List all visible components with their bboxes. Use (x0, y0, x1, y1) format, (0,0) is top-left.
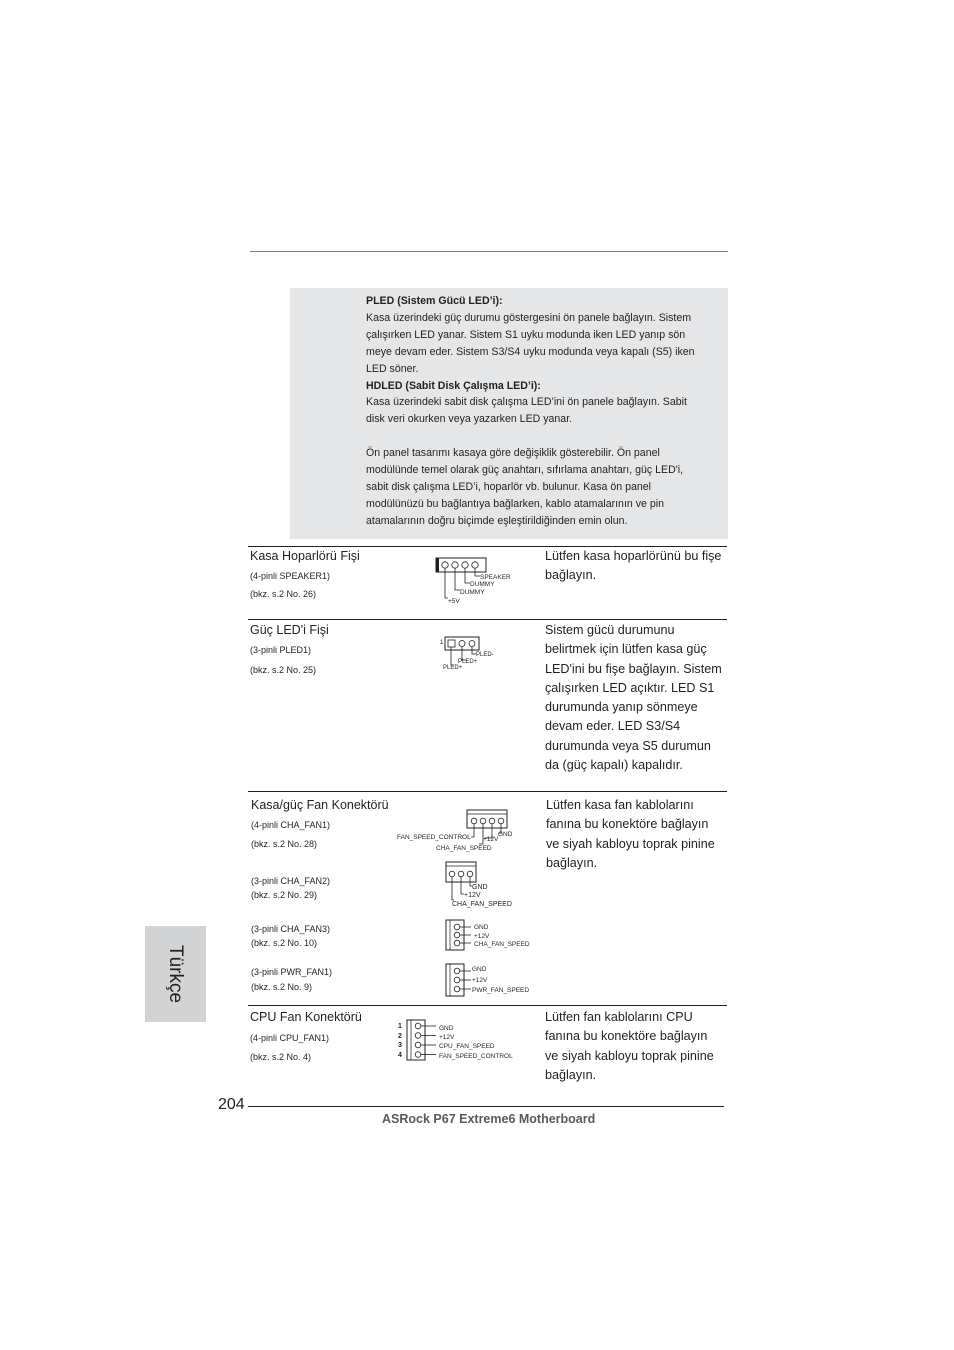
pin-label: +12V (474, 933, 490, 940)
section-rule (248, 619, 727, 620)
chafan-description (546, 796, 715, 873)
note-text (366, 293, 721, 530)
section-rule (248, 1005, 727, 1006)
pled-note-line: Kasa üzerindeki güç durumu göstergesini ön panele bağlayın. Sistem (366, 311, 692, 324)
pin-label: PLED+ (458, 659, 478, 665)
pin-label: +12V (439, 1034, 455, 1041)
pin-label: SPEAKER (480, 574, 511, 581)
pin-label: +12V (483, 836, 499, 843)
pled-note-line: LED söner. (366, 362, 419, 375)
hdled-note-line: disk veri okurken veya yazarken LED yanar. (366, 413, 573, 426)
cha-fan1-connector-diagram (395, 808, 520, 854)
pin-label: CHA_FAN_SPEED (436, 845, 492, 852)
speaker-description (545, 547, 721, 586)
pin-label: DUMMY (470, 581, 495, 588)
desc-line: LED'ini bu fişe bağlayın. Sistem (545, 661, 722, 676)
desc-line: da (güç kapalı) kapalıdır. (545, 758, 683, 773)
desc-line: fanına bu konektöre bağlayın (545, 1029, 708, 1044)
cpu-fan1-pin-count: (4-pinli CPU_FAN1) (250, 1033, 330, 1043)
pled-description (545, 621, 722, 775)
pin-label: DUMMY (460, 589, 485, 596)
desc-line: durumunda veya S5 durumun (545, 738, 711, 753)
pin-number: 4 (398, 1052, 402, 1059)
pin-label: GND (439, 1025, 454, 1032)
desc-line: Lütfen kasa fan kablolarını (546, 798, 694, 812)
cha-fan2-pin-count: (3-pinli CHA_FAN2) (251, 876, 331, 886)
pwr-fan1-pin-count: (3-pinli PWR_FAN1) (251, 967, 333, 977)
pin-label: FAN_SPEED_CONTROL (397, 834, 471, 841)
language-tab (145, 926, 206, 1022)
speaker-pin-count: (4-pinli SPEAKER1) (250, 571, 331, 581)
panel-note-line: modülünüzü bu bağlantıya bağlarken, kablo atamalarının ve pin (366, 497, 665, 510)
section-rule (248, 791, 727, 792)
cha-fan1-ref: (bkz. s.2 No. 28) (251, 839, 318, 849)
cha-fan2-ref: (bkz. s.2 No. 29) (251, 890, 318, 900)
pled-title: Güç LED'i Fişi (250, 623, 329, 637)
speaker-ref: (bkz. s.2 No. 26) (250, 589, 317, 599)
cpu-fan1-ref: (bkz. s.2 No. 4) (250, 1052, 312, 1062)
cha-fan2-connector-diagram (444, 860, 519, 910)
pin-number: 3 (398, 1042, 402, 1049)
cha-fan3-connector-diagram (444, 918, 544, 952)
footer-rule (248, 1106, 724, 1107)
cha-fan3-ref: (bkz. s.2 No. 10) (251, 938, 318, 948)
desc-line: bağlayın. (545, 568, 597, 583)
pin-label: GND (474, 924, 489, 931)
pled-note-line: meye devam eder. Sistem S3/S4 uyku modunda veya kapalı (S5) iken (366, 345, 695, 358)
pin-label: GND (498, 831, 513, 838)
pin-label: PLED- (476, 652, 494, 658)
pin-one-marker: 1 (440, 640, 444, 646)
pled-ref: (bkz. s.2 No. 25) (250, 665, 317, 675)
desc-line: ve siyah kabloyu toprak pinine (545, 1048, 714, 1063)
desc-line: belirtmek için lütfen kasa güç (545, 642, 707, 657)
pin-label: FAN_SPEED_CONTROL (439, 1053, 513, 1060)
hdled-note-title: HDLED (Sabit Disk Çalışma LED’i): (366, 379, 541, 392)
language-label: Türkçe (165, 944, 186, 1004)
page-number: 204 (218, 1096, 245, 1113)
desc-line: fanına bu konektöre bağlayın (546, 817, 709, 832)
pin-label: CHA_FAN_SPEED (474, 941, 530, 948)
desc-line: Sistem gücü durumunu (545, 623, 675, 637)
pin-label: GND (472, 966, 487, 973)
desc-line: bağlayın. (545, 1067, 597, 1082)
pin-number: 2 (398, 1033, 402, 1040)
chafan-title: Kasa/güç Fan Konektörü (251, 798, 389, 812)
pwr-fan1-ref: (bkz. s.2 No. 9) (251, 982, 313, 992)
pled-note-line: çalışırken LED yanar. Sistem S1 uyku modunda iken LED yanıp sön (366, 328, 686, 341)
cpufan-title: CPU Fan Konektörü (250, 1010, 362, 1024)
cpu-fan1-connector-diagram (396, 1018, 526, 1062)
desc-line: devam eder. LED S3/S4 (545, 719, 681, 734)
footer-product: ASRock P67 Extreme6 Motherboard (382, 1112, 596, 1126)
pin-label: CPU_FAN_SPEED (439, 1043, 495, 1050)
desc-line: Lütfen fan kablolarını CPU (545, 1010, 693, 1024)
pwr-fan1-connector-diagram (444, 962, 544, 998)
pin-label: +12V (464, 892, 481, 899)
top-rule (250, 251, 728, 252)
panel-note-line: sabit disk çalışma LED’i, hoparlör vb. bulunur. Kasa ön panel (366, 480, 652, 493)
pin-number: 1 (398, 1023, 402, 1030)
pin-label: PLED+ (443, 665, 463, 671)
speaker-connector-diagram (432, 555, 522, 605)
pin-label: PWR_FAN_SPEED (472, 987, 530, 994)
hdled-note-line: Kasa üzerindeki sabit disk çalışma LED’ini ön panele bağlayın. Sabit (366, 396, 687, 409)
panel-note-line: modülünde temel olarak güç anahtarı, sıfırlama anahtarı, güç LED'i, (366, 464, 684, 477)
pin-label: CHA_FAN_SPEED (452, 901, 512, 908)
cpufan-description (545, 1008, 714, 1085)
panel-note-line: atamalarının doğru biçimde eşleştirildiğinden emin olun. (366, 514, 628, 527)
pin-label: +12V (472, 977, 488, 984)
cha-fan3-pin-count: (3-pinli CHA_FAN3) (251, 924, 331, 934)
desc-line: bağlayın. (546, 855, 598, 870)
pled-connector-diagram (438, 634, 508, 674)
desc-line: durumunda yanıp sönmeye (545, 700, 698, 715)
pin-label: GND (472, 884, 488, 891)
pin-label: +5V (448, 598, 460, 605)
speaker-title: Kasa Hoparlörü Fişi (250, 549, 360, 563)
pled-pin-count: (3-pinli PLED1) (250, 645, 312, 655)
pled-note-title: PLED (Sistem Gücü LED’i): (366, 295, 503, 307)
desc-line: Lütfen kasa hoparlörünü bu fişe (545, 549, 722, 563)
desc-line: çalışırken LED açıktır. LED S1 (545, 680, 715, 695)
desc-line: ve siyah kabloyu toprak pinine (546, 836, 715, 851)
panel-note-line: Ön panel tasarımı kasaya göre değişiklik gösterebilir. Ön panel (366, 447, 660, 460)
cha-fan1-pin-count: (4-pinli CHA_FAN1) (251, 820, 331, 830)
